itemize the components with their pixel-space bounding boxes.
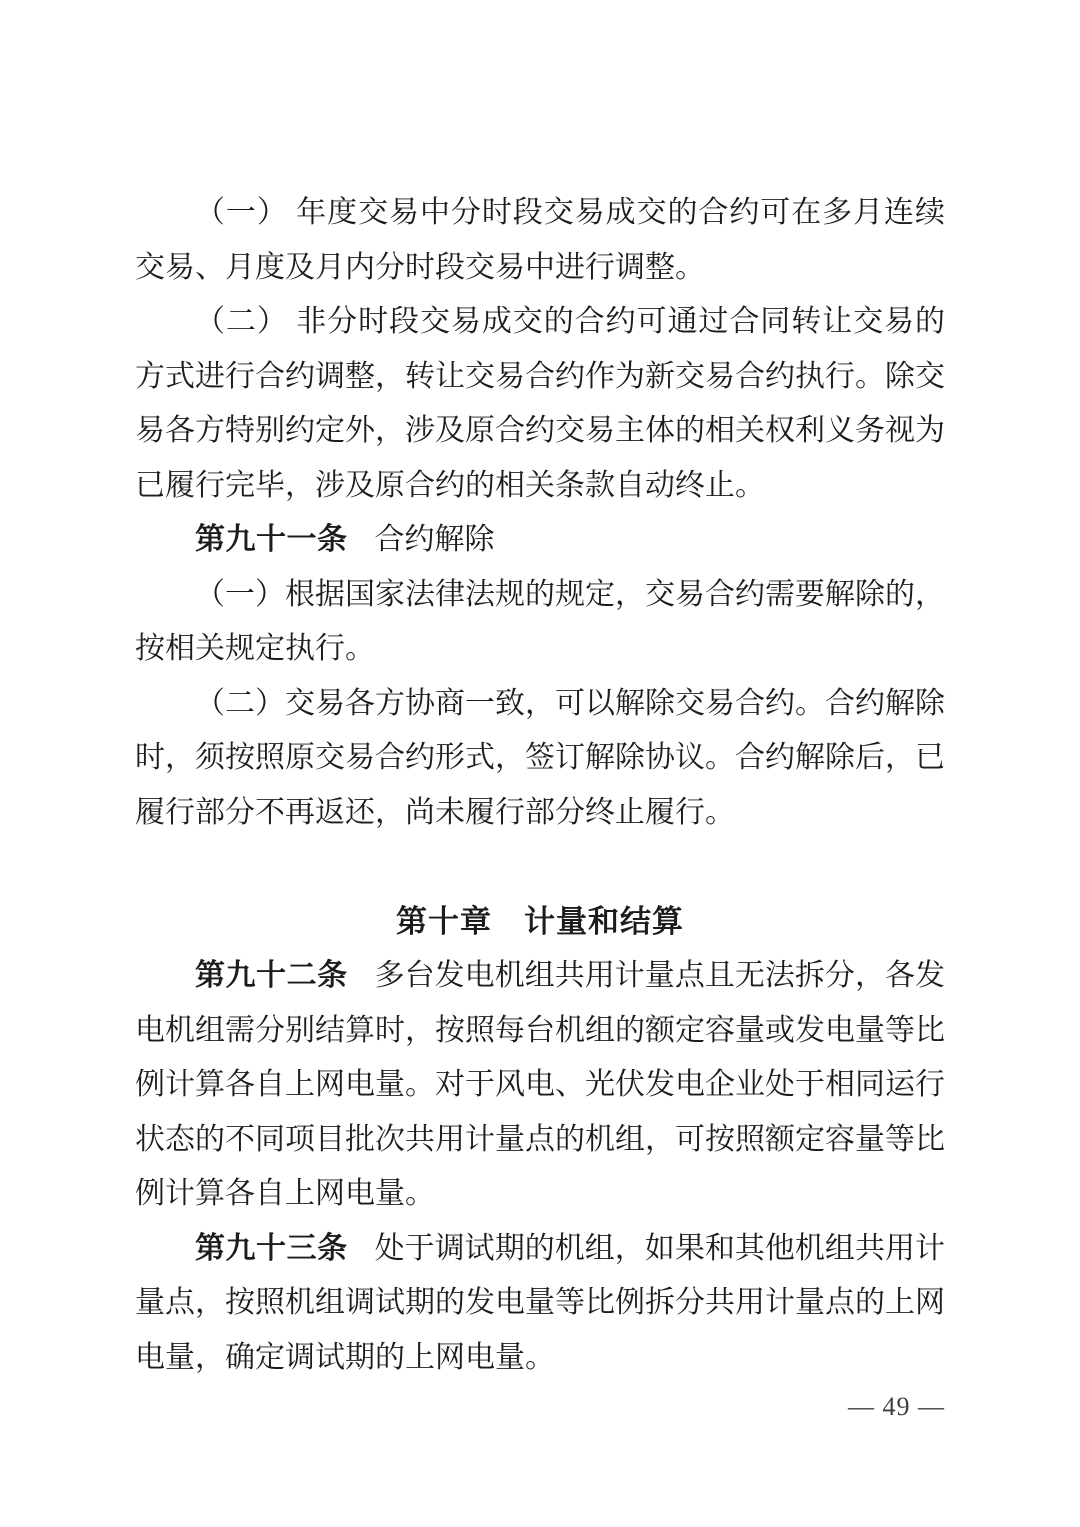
chapter-10-heading: 第十章 计量和结算 <box>396 903 684 939</box>
article-93-label: 第九十三条 <box>195 1231 348 1265</box>
clause-item-1: （一） 年度交易中分时段交易成交的合约可在多月连续交易、月度及月内分时段交易中进行调整。 <box>135 196 945 284</box>
article-92 <box>135 949 945 1222</box>
article-92-text: 多台发电机组共用计量点且无法拆分，各发电机组需分别结算时，按照每台机组的额定容量或发电量等比例计算各自上网电量。对于风电、光伏发电企业处于相同运行状态的不同项目批次共用计量点的机组，可按照额定容量等比例计算各自上网电量。 <box>135 959 946 1210</box>
article-91-clause-1: （一）根据国家法律法规的规定，交易合约需要解除的，按相关规定执行。 <box>135 577 945 665</box>
article-91 <box>135 513 945 568</box>
article-93 <box>135 1222 945 1386</box>
document-text-block <box>135 186 945 1385</box>
clause-item-2: （二） 非分时段交易成交的合约可通过合同转让交易的方式进行合约调整，转让交易合约作为新交易合约执行。除交易各方特别约定外，涉及原合约交易主体的相关权利义务视为已履行完毕，涉及原合约的相关条款自动终止。 <box>135 305 945 502</box>
article-91-clause-2: （二）交易各方协商一致，可以解除交易合约。合约解除时，须按照原交易合约形式，签订解除协议。合约解除后，已履行部分不再返还，尚未履行部分终止履行。 <box>135 686 945 829</box>
article-91-title: 合约解除 <box>374 523 495 556</box>
page-number: — 49 — <box>848 1392 945 1421</box>
article-91-label: 第九十一条 <box>195 523 348 556</box>
article-92-label: 第九十二条 <box>195 959 348 992</box>
article-93-text: 处于调试期的机组，如果和其他机组共用计量点，按照机组调试期的发电量等比例拆分共用计量点的上网电量，确定调试期的上网电量。 <box>135 1231 946 1374</box>
